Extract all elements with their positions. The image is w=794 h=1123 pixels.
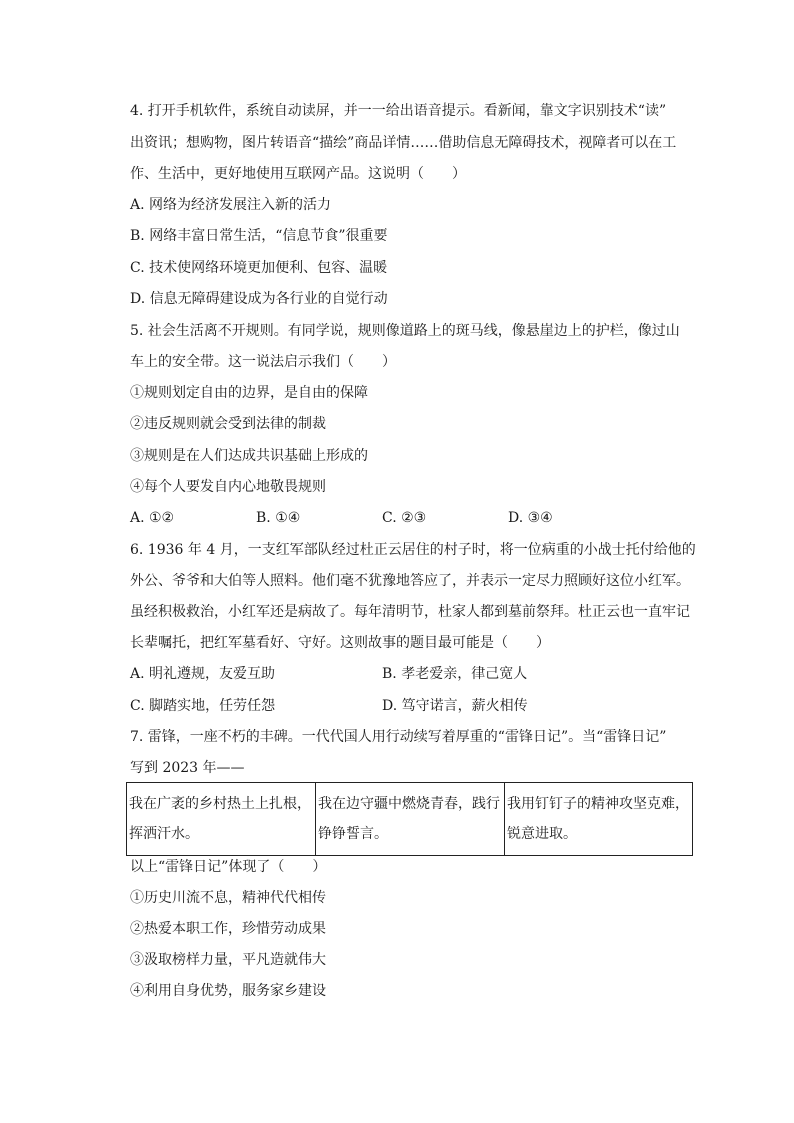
- cell-line: 锐意进取。: [507, 826, 577, 842]
- q4-stem-line-2: 出资讯；想购物，图片转语音“描绘”商品详情……借助信息无障碍技术，视障者可以在工: [130, 135, 677, 151]
- q5-option-b: B. ①④: [256, 510, 301, 526]
- cell-line: 铮铮誓言。: [318, 826, 388, 842]
- q4-option-d: D. 信息无障碍建设成为各行业的自觉行动: [130, 291, 388, 307]
- q5-option-d: D. ③④: [508, 510, 553, 526]
- cell-line: 我在广袤的乡村热土上扎根，: [129, 796, 311, 812]
- q4-option-c: C. 技术使网络环境更加便利、包容、温暖: [130, 260, 388, 276]
- table-cell: [505, 783, 693, 856]
- table-cell: [127, 783, 316, 856]
- q5-item-2: ②违反规则就会受到法律的制裁: [130, 416, 326, 432]
- q7-item-1: ①历史川流不息，精神代代相传: [130, 890, 326, 906]
- cell-line: 我在边守疆中燃烧青春，践行: [318, 796, 500, 812]
- q7-stem-line-2: 写到 2023 年——: [130, 760, 245, 776]
- q4-stem-line-3: 作、生活中，更好地使用互联网产品。这说明（ ）: [130, 166, 466, 182]
- cell-line: 我用钉钉子的精神攻坚克难，: [507, 796, 689, 812]
- q6-option-c: C. 脚踏实地，任劳任怨: [130, 698, 276, 714]
- q7-item-2: ②热爱本职工作，珍惜劳动成果: [130, 921, 326, 937]
- q6-stem-line-2: 外公、爷爷和大伯等人照料。他们毫不犹豫地答应了，并表示一定尽力照顾好这位小红军。: [130, 573, 690, 589]
- q5-option-a: A. ①②: [130, 510, 175, 526]
- table-cell: [316, 783, 505, 856]
- q6-stem-line-1: 6. 1936 年 4 月，一支红军部队经过杜正云居住的村子时，将一位病重的小战士托付给他的: [130, 542, 696, 558]
- q5-item-1: ①规则划定自由的边界，是自由的保障: [130, 385, 368, 401]
- q7-item-3: ③汲取榜样力量，平凡造就伟大: [130, 952, 326, 968]
- q6-stem-line-3: 虽经积极救治，小红军还是病故了。每年清明节，杜家人都到墓前祭拜。杜正云也一直牢记: [130, 604, 690, 620]
- leifeng-diary-table: [126, 782, 693, 856]
- q5-item-4: ④每个人要发自内心地敬畏规则: [130, 479, 326, 495]
- q6-option-d: D. 笃守诺言，薪火相传: [382, 698, 528, 714]
- q7-after-table: 以上“雷锋日记”体现了（ ）: [130, 859, 327, 875]
- q7-item-4: ④利用自身优势，服务家乡建设: [130, 983, 326, 999]
- q5-item-3: ③规则是在人们达成共识基础上形成的: [130, 448, 368, 464]
- q5-stem-line-2: 车上的安全带。这一说法启示我们（ ）: [130, 354, 396, 370]
- q6-stem-line-4: 长辈嘱托，把红军墓看好、守好。这则故事的题目最可能是（ ）: [130, 635, 550, 651]
- q5-stem-line-1: 5. 社会生活离不开规则。有同学说，规则像道路上的斑马线，像悬崖边上的护栏，像过山: [130, 323, 680, 339]
- q6-option-a: A. 明礼遵规，友爱互助: [130, 666, 276, 682]
- q4-stem-line-1: 4. 打开手机软件，系统自动读屏，并一一给出语音提示。看新闻，靠文字识别技术“读”: [130, 103, 667, 119]
- q5-option-c: C. ②③: [382, 510, 427, 526]
- q4-option-b: B. 网络丰富日常生活，“信息节食”很重要: [130, 228, 388, 244]
- q6-option-b: B. 孝老爱亲，律己宽人: [382, 666, 528, 682]
- q7-stem-line-1: 7. 雷锋，一座不朽的丰碑。一代代国人用行动续写着厚重的“雷锋日记”。当“雷锋日记”: [130, 729, 667, 745]
- table-row: [127, 783, 693, 856]
- cell-line: 挥洒汗水。: [129, 826, 199, 842]
- q4-option-a: A. 网络为经济发展注入新的活力: [130, 197, 332, 213]
